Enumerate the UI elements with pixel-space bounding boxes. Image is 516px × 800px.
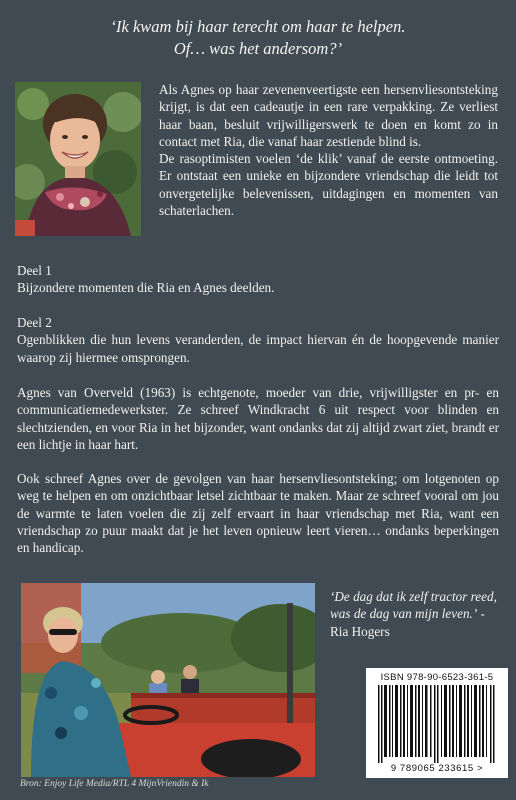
- quote-attribution: - Ria Hogers: [330, 606, 485, 639]
- barcode-bars: [372, 685, 502, 763]
- deel-2-text: Ogenblikken die hun levens veranderden, de impact hiervan én de hoopgevende manier waarop zij hiermee omsprongen.: [17, 332, 499, 365]
- tagline-line-1: ‘Ik kwam bij haar terecht om haar te helpen.: [110, 17, 406, 36]
- tagline: [40, 16, 476, 60]
- tractor-photo: [21, 583, 315, 777]
- barcode: [366, 668, 508, 778]
- deel-1-text: Bijzondere momenten die Ria en Agnes deelden.: [17, 280, 275, 296]
- tagline-line-2: Of… was het andersom?’: [173, 39, 343, 58]
- ean-number: 9 789065 233615 >: [390, 763, 484, 774]
- deel-2-section: [17, 314, 499, 366]
- closing-text: Ook schreef Agnes over de gevolgen van haar hersenvliesontsteking; om lotgenoten op weg te helpen en om onzichtbaar letsel zichtbaar te maken. Maar ze schreef vooral om jou de warmte te laten voelen die zij zelf ervaart in haar vriendschap met Ria, want een vriendschap zo puur maakt dat je het leven opnieuw leert vieren… ondanks beperkingen en handicap.: [17, 471, 499, 556]
- photo-credit: Bron: Enjoy Life Media/RTL 4 MijnVriendin & Ik: [20, 779, 209, 789]
- author-bio: [17, 384, 499, 453]
- deel-2-heading: Deel 2: [17, 315, 52, 330]
- intro-paragraph-1: Als Agnes op haar zevenenveertigste een hersenvliesontsteking krijgt, is dat een cadeautje in een rare verpakking. Ze verliest haar baan, besluit vrijwilligerswerk te doen en komt zo in contact met Ria, die vanaf haar zestiende blind is.: [159, 82, 498, 149]
- deel-1-section: [17, 262, 499, 297]
- quote-text: ‘De dag dat ik zelf tractor reed, was de dag van mijn leven.’: [330, 589, 497, 622]
- deel-1-heading: Deel 1: [17, 263, 52, 278]
- author-bio-text: Agnes van Overveld (1963) is echtgenote, moeder van drie, vrijwilligster en pr- en communicatiemedewerkster. Ze schreef Windkracht 6 uit respect voor blinden en slechtzienden, en voor Ria in het bijzonder, want ondanks dat zij altijd zwart ziet, brandt er een lichtje in haar hart.: [17, 385, 499, 452]
- intro-text: [159, 81, 498, 219]
- author-photo: [15, 82, 141, 236]
- closing-section: [17, 470, 499, 556]
- quote: [330, 588, 502, 640]
- intro-paragraph-2: De rasoptimisten voelen ‘de klik’ vanaf de eerste ontmoeting. Er ontstaat een unieke en bijzondere vriendschap die leidt tot onvergetelijke belevenissen, uitdagingen en momenten van schaterlachen.: [159, 151, 498, 219]
- isbn-label: ISBN 978-90-6523-361-5: [380, 672, 494, 683]
